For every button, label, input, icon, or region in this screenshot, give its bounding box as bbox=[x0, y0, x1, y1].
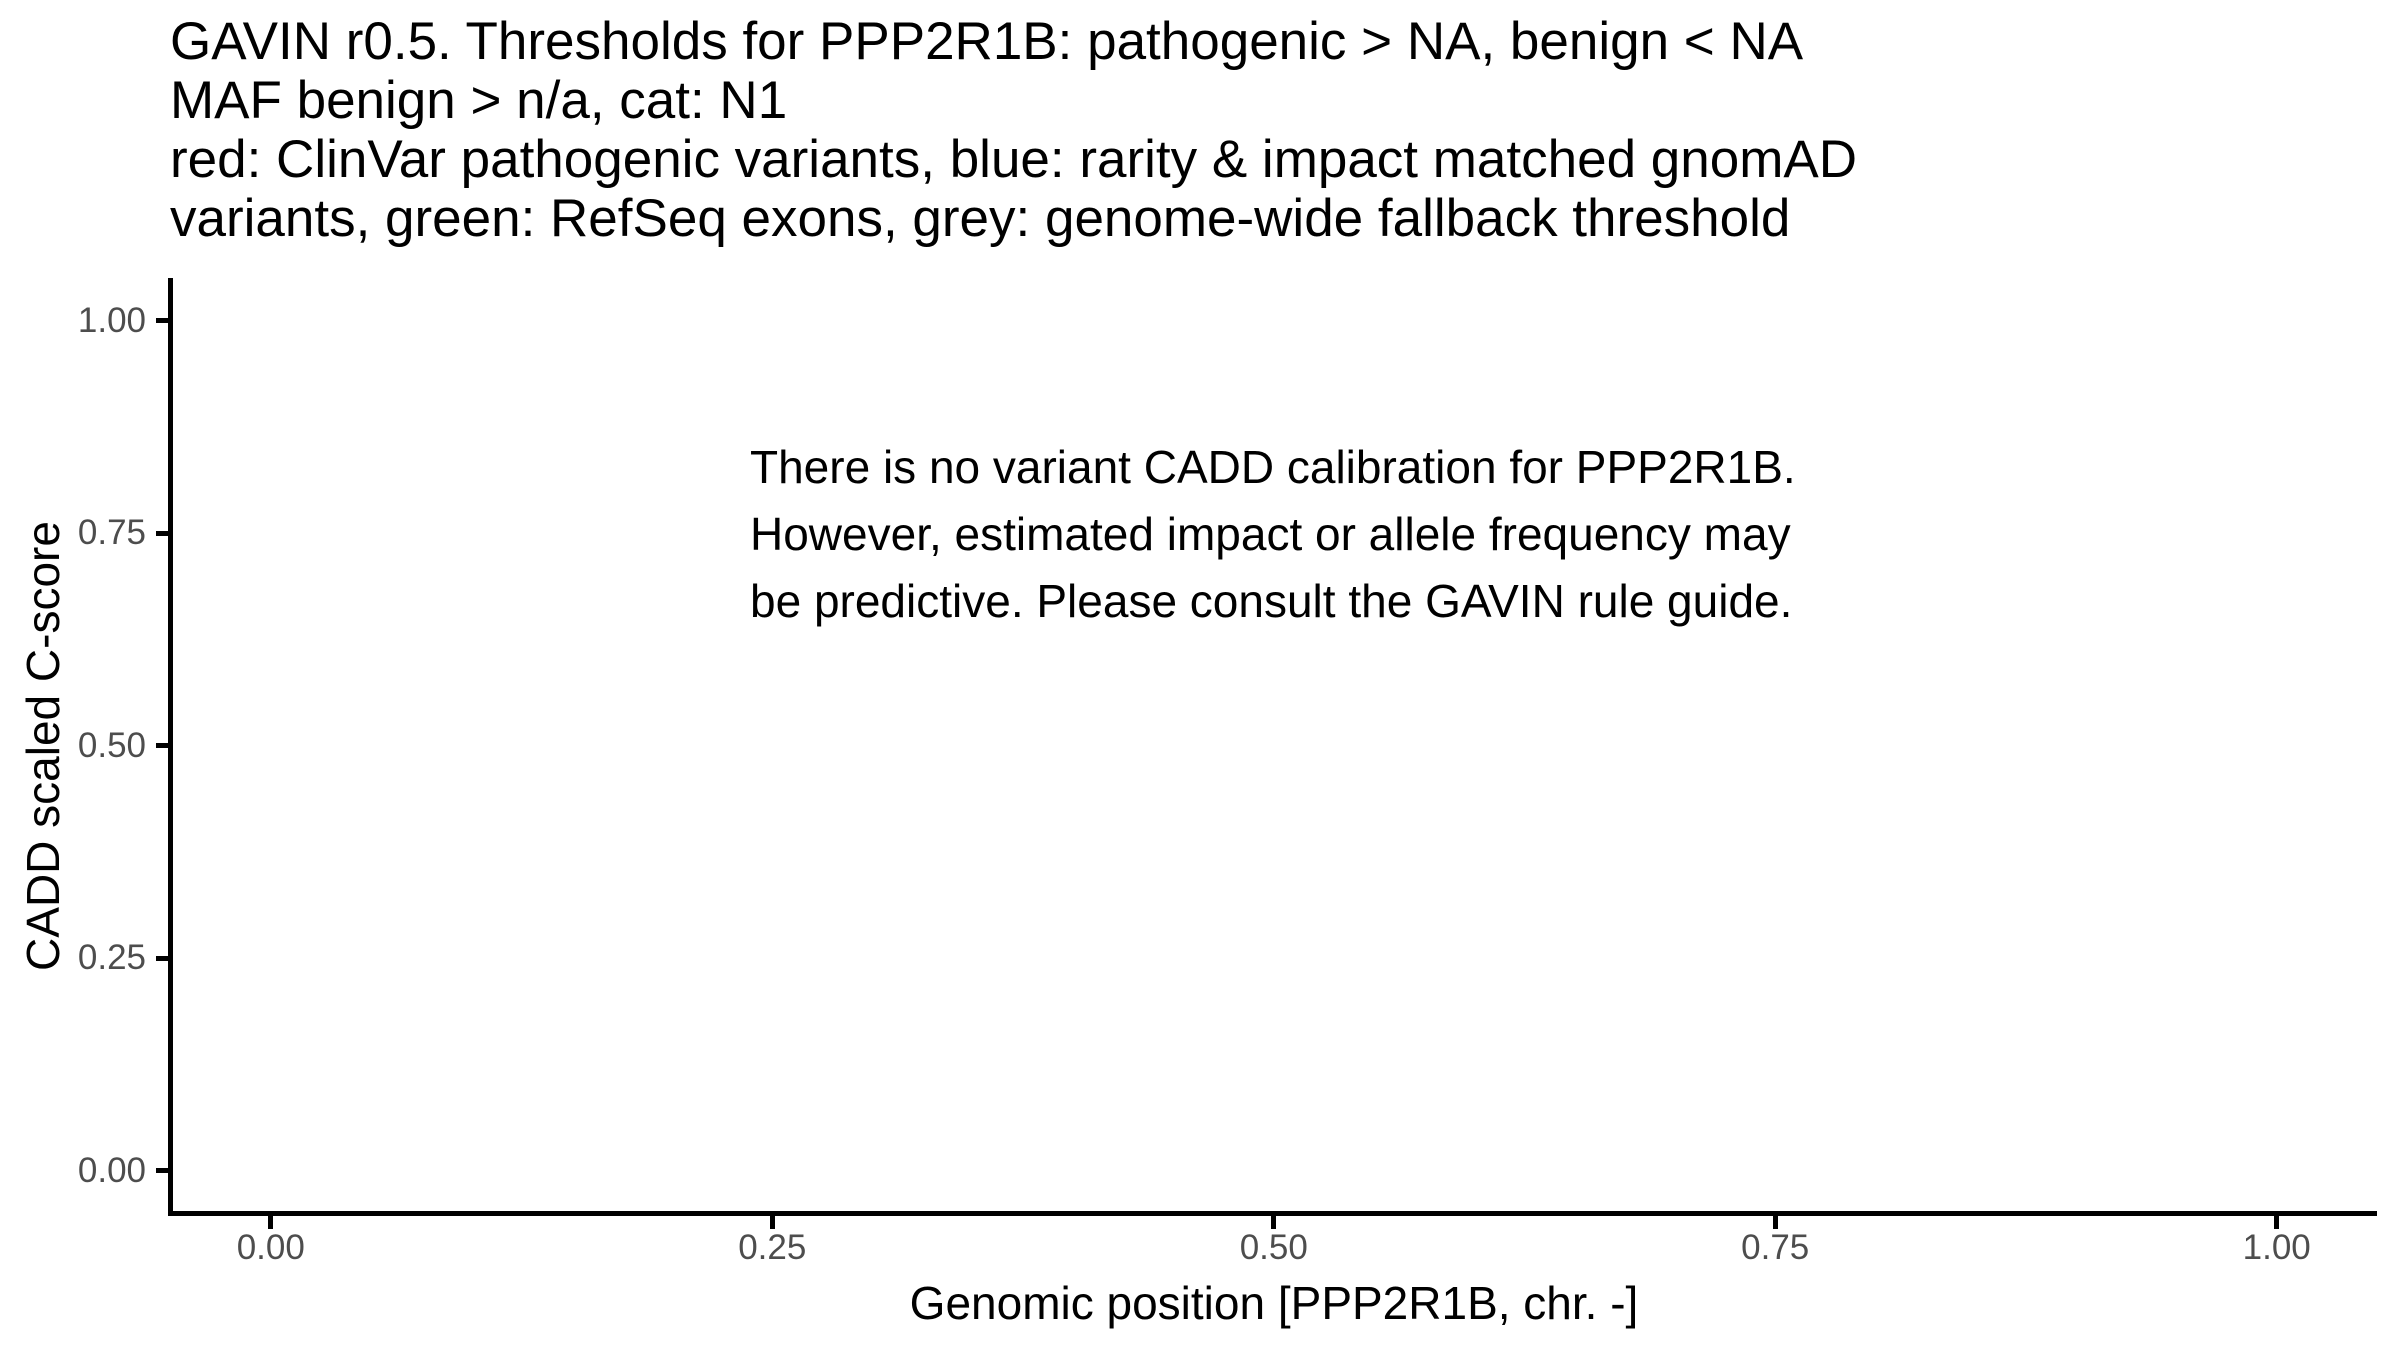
y-axis-tick-mark bbox=[156, 743, 169, 748]
x-axis-tick-label: 0.25 bbox=[738, 1228, 807, 1267]
y-axis-tick-mark bbox=[156, 531, 169, 536]
plot-panel bbox=[168, 278, 2377, 1216]
x-axis-title: Genomic position [PPP2R1B, chr. -] bbox=[909, 1277, 1639, 1329]
plot-title-line-4: variants, green: RefSeq exons, grey: genome-wide fallback threshold bbox=[170, 189, 1791, 248]
plot-title bbox=[170, 12, 1857, 248]
plot-title-line-3: red: ClinVar pathogenic variants, blue: rarity & impact matched gnomAD bbox=[170, 130, 1857, 189]
annotation-line-2: However, estimated impact or allele frequency may bbox=[750, 508, 1791, 560]
y-axis-tick-mark bbox=[156, 1168, 169, 1173]
y-axis-tick-mark bbox=[156, 318, 169, 323]
y-axis-tick-mark bbox=[156, 956, 169, 961]
annotation-line-1: There is no variant CADD calibration for PPP2R1B. bbox=[750, 441, 1796, 493]
no-calibration-annotation bbox=[750, 434, 1796, 635]
y-axis-tick-label: 1.00 bbox=[77, 300, 146, 340]
y-axis-tick-label: 0.75 bbox=[77, 513, 146, 553]
x-axis-tick-label: 1.00 bbox=[2242, 1228, 2311, 1267]
x-axis-tick-label: 0.75 bbox=[1741, 1228, 1810, 1267]
annotation-line-3: be predictive. Please consult the GAVIN rule guide. bbox=[750, 575, 1793, 627]
y-axis-tick-label: 0.25 bbox=[77, 938, 146, 978]
y-axis-tick-label: 0.00 bbox=[77, 1150, 146, 1190]
x-axis-tick-label: 0.00 bbox=[236, 1228, 305, 1267]
plot-title-line-2: MAF benign > n/a, cat: N1 bbox=[170, 71, 788, 130]
y-axis-tick-label: 0.50 bbox=[77, 725, 146, 765]
y-axis-title: CADD scaled C-score bbox=[17, 521, 69, 971]
plot-title-line-1: GAVIN r0.5. Thresholds for PPP2R1B: pathogenic > NA, benign < NA bbox=[170, 12, 1804, 71]
x-axis-tick-label: 0.50 bbox=[1239, 1228, 1308, 1267]
